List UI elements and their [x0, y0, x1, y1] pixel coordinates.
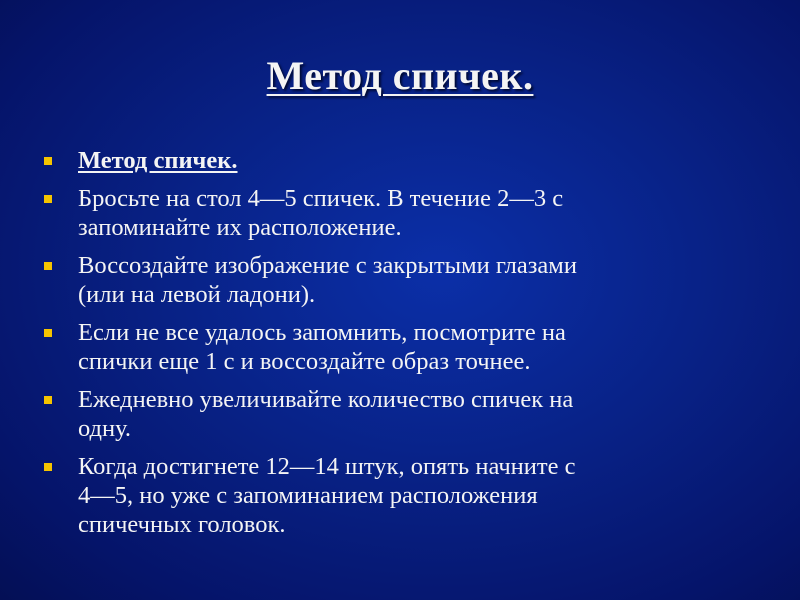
bullet-item	[42, 184, 742, 242]
bullet-item	[42, 452, 742, 539]
bullet-item	[42, 318, 742, 376]
bullet-item	[42, 385, 742, 443]
bullet-text: Воссоздайте изображение с закрытыми глазами (или на левой ладони).	[78, 252, 577, 308]
bullet-item	[42, 251, 742, 309]
bullet-item	[42, 146, 742, 175]
bullet-list	[42, 146, 742, 548]
square-bullet-icon	[44, 329, 52, 337]
slide-title: Метод спичек.	[266, 53, 534, 98]
square-bullet-icon	[44, 463, 52, 471]
bullet-text: Бросьте на стол 4—5 спичек. В течение 2—3 с запоминайте их расположение.	[78, 185, 564, 241]
bullet-text: Если не все удалось запомнить, посмотрите на спички еще 1 с и воссоздайте образ точнее.	[78, 319, 566, 375]
bullet-text: Когда достигнете 12—14 штук, опять начните с 4—5, но уже с запоминанием расположения спичечных головок.	[78, 453, 576, 538]
square-bullet-icon	[44, 157, 52, 165]
square-bullet-icon	[44, 195, 52, 203]
bullet-text: Ежедневно увеличивайте количество спичек на одну.	[78, 386, 574, 442]
square-bullet-icon	[44, 262, 52, 270]
bullet-text: Метод спичек.	[78, 147, 238, 174]
square-bullet-icon	[44, 396, 52, 404]
